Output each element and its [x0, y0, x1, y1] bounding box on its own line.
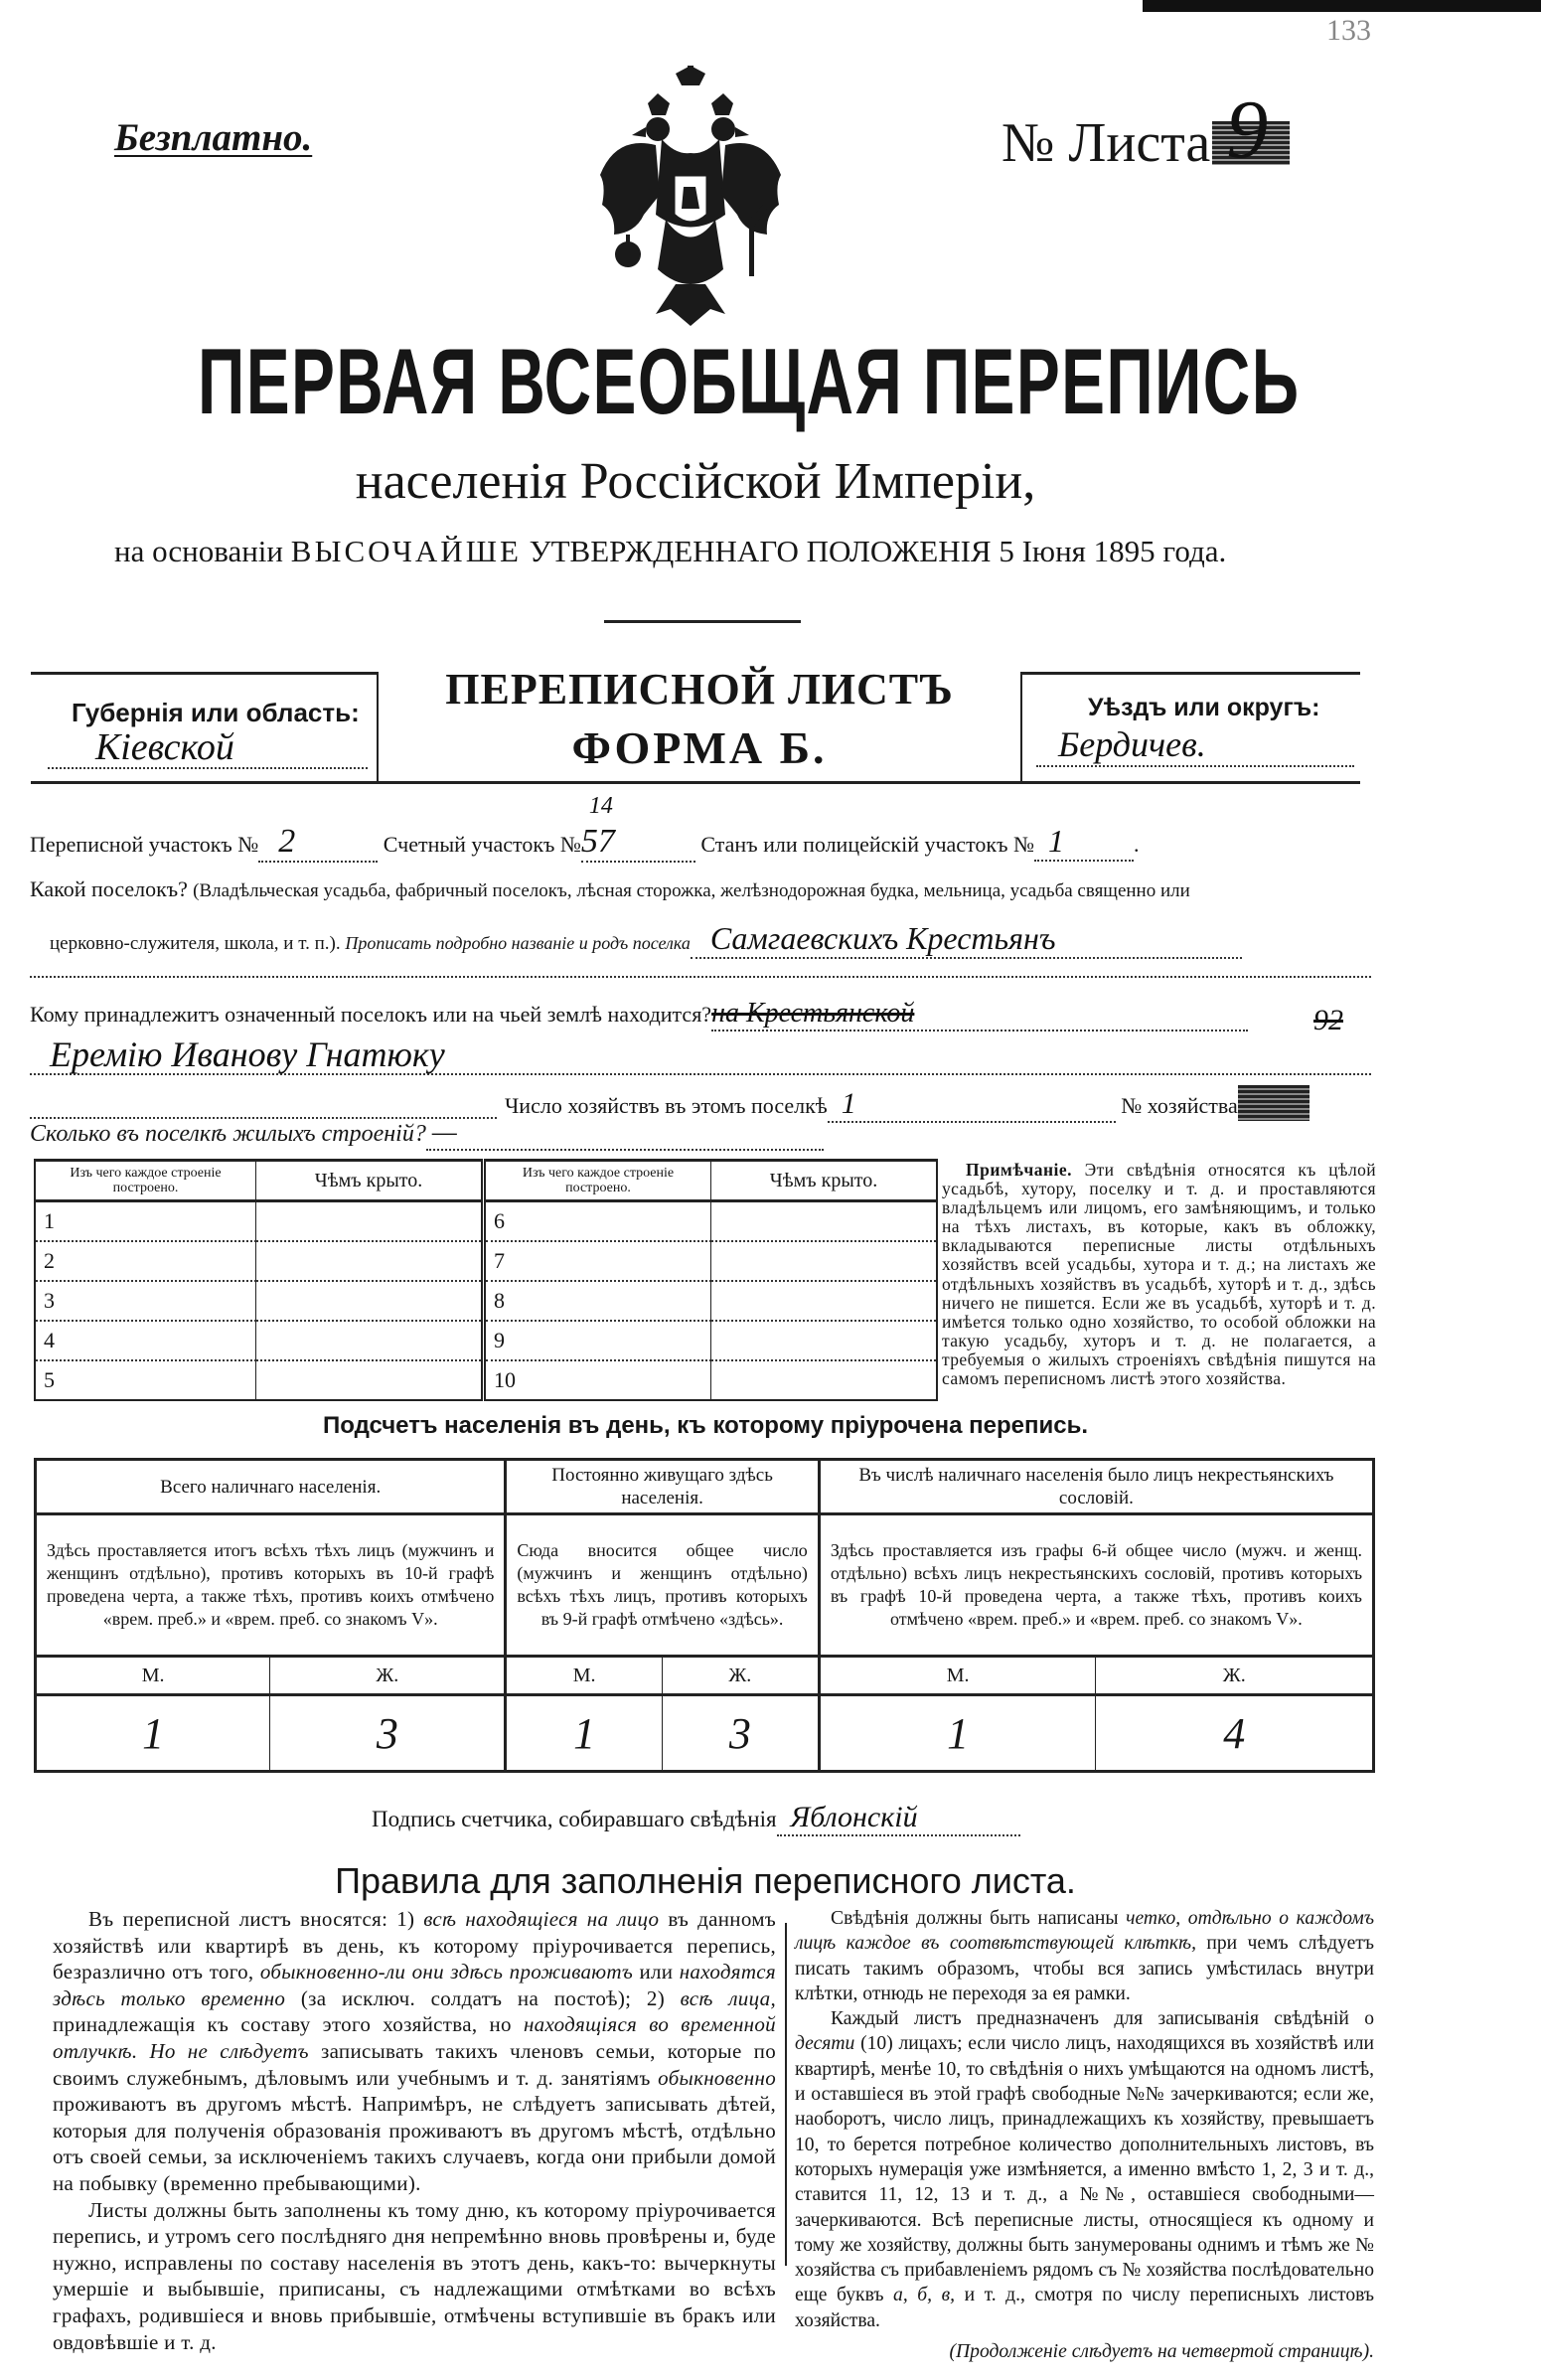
row-number[interactable]: 9 — [484, 1321, 711, 1360]
signature-label: Подпись счетчика, собиравшаго свѣдѣнія — [372, 1807, 777, 1831]
divider — [31, 672, 378, 675]
form-name: ФОРМА Б. — [571, 722, 828, 773]
col-header-material: Изъ чего каждое строеніе построено. — [484, 1161, 711, 1201]
non-peasant-male-field[interactable]: 1 — [819, 1695, 1096, 1772]
row-number[interactable]: 10 — [484, 1360, 711, 1400]
text-segment: при чемъ слѣдуетъ писать такимъ образомъ, чтобы вся запись умѣстилась внутри клѣтки, отнюдь не переходя за ея рамки. — [795, 1933, 1374, 2004]
text-segment: Каждый листъ предназначенъ для записыванія свѣдѣній о — [831, 2008, 1374, 2030]
permanent-male-field[interactable]: 1 — [506, 1695, 662, 1772]
col-header-material: Изъ чего каждое строеніе построено. — [35, 1161, 256, 1201]
district-field[interactable]: Бердичев. — [1036, 723, 1354, 767]
census-area-label: Переписной участокъ № — [30, 832, 259, 857]
male-label: М. — [36, 1657, 270, 1695]
legal-basis-prefix: на основаніи — [114, 534, 284, 568]
rules-paragraph — [795, 2006, 1374, 2333]
row-number[interactable]: 7 — [484, 1241, 711, 1281]
col-desc-permanent: Сюда вносится общее число (мужчинъ и женщинъ отдѣльно) всѣхъ тѣхъ лицъ, противъ которыхъ въ 9-й графѣ отмѣчено «здѣсь». — [506, 1514, 819, 1657]
census-area-field[interactable]: 2 — [258, 823, 378, 863]
col-desc-non-peasant: Здѣсь проставляется изъ графы 6-й общее число (мужч. и женщ. отдѣльно) всѣхъ лицъ некрестьянскихъ сословій, противъ которыхъ въ графѣ 10-й проведена черта, а также тѣхъ, противъ коихъ отмѣчено «врем. преб.» и «врем. преб. со знакомъ V». — [819, 1514, 1373, 1657]
sheet-number — [1002, 83, 1290, 176]
district-label: Уѣздъ или округъ: — [1088, 694, 1320, 721]
rules-paragraph — [53, 2197, 776, 2356]
male-label: М. — [506, 1657, 662, 1695]
roof-cell[interactable] — [256, 1281, 484, 1321]
text-segment: проживаютъ въ другомъ мѣстѣ. Напримѣръ, не слѣдуетъ записывать дѣтей, которыя для полученія образованія проживаютъ въ другомъ мѣстѣ, отдѣльно отъ своей семьи, за исключеніемъ такихъ случаевъ, когда они прибыли домой на побывку (временно пребывающими). — [53, 2092, 776, 2195]
text-segment: Въ переписной листъ вносятся: 1) — [88, 1907, 424, 1931]
row-number[interactable]: 3 — [35, 1281, 256, 1321]
emphasized-text: находятся здѣсь только временно — [53, 1960, 776, 2010]
sheet-number-value: 9 — [1226, 83, 1269, 176]
province-field[interactable]: Кіевской — [48, 725, 368, 769]
emphasized-text: обыкновенно — [658, 2065, 776, 2090]
owner-question: Кому принадлежитъ означенный поселокъ или на чьей землѣ находится? — [30, 1002, 712, 1027]
col-header-roof: Чѣмъ крыто. — [711, 1161, 938, 1201]
note-title: Примѣчаніе. — [966, 1160, 1073, 1180]
settlement-hint-2: церковно-служителя, школа, и т. п.). — [50, 933, 341, 954]
document-subtitle: населенія Россійской Имперіи, — [355, 453, 1036, 510]
roof-cell[interactable] — [711, 1360, 938, 1400]
legal-basis — [114, 534, 1226, 569]
emphasized-text: находящіяся во временной отлучкѣ. Но не слѣдуетъ — [53, 2012, 776, 2063]
col-title-non-peasant: Въ числѣ наличнаго населенія было лицъ некрестьянскихъ сословій. — [819, 1460, 1373, 1514]
emphasized-text: четко, отдѣльно о каждомъ лицѣ каждое въ соотвѣтствующей клѣткѣ, — [795, 1908, 1374, 1955]
non-peasant-female-field[interactable]: 4 — [1096, 1695, 1374, 1772]
roof-cell[interactable] — [711, 1321, 938, 1360]
row-number[interactable]: 8 — [484, 1281, 711, 1321]
roof-cell[interactable] — [256, 1241, 484, 1281]
roof-cell[interactable] — [256, 1321, 484, 1360]
imperial-eagle-icon — [596, 66, 785, 326]
text-segment: или — [633, 1960, 680, 1984]
row-number[interactable]: 5 — [35, 1360, 256, 1400]
stan-label: Станъ или полицейскій участокъ № — [700, 832, 1034, 857]
rules-left-column — [53, 1906, 776, 2355]
roof-cell[interactable] — [256, 1360, 484, 1400]
note — [942, 1161, 1376, 1388]
household-no-field-redacted — [1238, 1085, 1310, 1121]
col-title-present: Всего наличнаго населенія. — [36, 1460, 506, 1514]
legal-basis-emphasis: ВЫСОЧАЙШЕ — [290, 534, 522, 568]
female-label: Ж. — [662, 1657, 819, 1695]
rules-paragraph — [795, 1906, 1374, 2006]
scan-edge — [1143, 0, 1541, 12]
sheet-number-field — [1212, 83, 1290, 176]
free-label: Безплатно. — [114, 116, 313, 159]
table-row — [35, 1201, 937, 1242]
households-label: Число хозяйствъ въ этомъ поселкѣ — [505, 1093, 828, 1118]
table-row — [35, 1360, 937, 1400]
province-label: Губернія или область: — [72, 698, 360, 727]
text-segment: записывать такихъ членовъ семьи, которые по своимъ служебнымъ, дѣловымъ или учебнымъ и т. д. занятіямъ — [53, 2038, 777, 2090]
female-label: Ж. — [1096, 1657, 1374, 1695]
divider — [604, 620, 801, 623]
present-female-field[interactable]: 3 — [270, 1695, 506, 1772]
settlement-line — [30, 876, 1190, 902]
count-area-field[interactable] — [580, 793, 695, 863]
roof-cell[interactable] — [711, 1281, 938, 1321]
form-title: ПЕРЕПИСНОЙ ЛИСТЪ — [445, 665, 954, 714]
roof-cell[interactable] — [711, 1201, 938, 1242]
household-no-label: № хозяйства — [1121, 1093, 1238, 1118]
settlement-instruction: Прописать подробно названіе и родъ поселка — [345, 933, 691, 953]
settlement-question: Какой поселокъ? — [30, 876, 188, 901]
population-heading: Подсчетъ населенія въ день, къ которому пріурочена перепись. — [323, 1412, 1088, 1439]
owner-field[interactable]: Еремію Иванову Гнатюку — [30, 1033, 1371, 1075]
owner-line — [30, 998, 1248, 1031]
text-segment: принадлежащія къ составу этого хозяйства, но — [53, 2012, 524, 2037]
text-segment: и т. д., смотря по числу переписныхъ листовъ хозяйства. — [795, 2285, 1375, 2331]
count-area-note: 14 — [588, 793, 613, 819]
buildings-question: Сколько въ поселкѣ жилыхъ строеній? — [30, 1121, 426, 1147]
count-area-label: Счетный участокъ № — [383, 832, 581, 857]
divider — [1020, 672, 1360, 675]
female-label: Ж. — [270, 1657, 506, 1695]
text-segment: Свѣдѣнія должны быть написаны — [831, 1908, 1127, 1929]
emphasized-text: всѣ лица, — [680, 1985, 777, 2010]
signature-line — [372, 1801, 1020, 1836]
emphasized-text: обыкновенно-ли они здѣсь проживаютъ — [259, 1960, 634, 1984]
present-male-field[interactable]: 1 — [36, 1695, 270, 1772]
sheet-number-label: № Листа — [1002, 112, 1211, 174]
emphasized-text: десяти — [795, 2033, 855, 2055]
owner-field-struck[interactable] — [711, 998, 1248, 1031]
roof-cell[interactable] — [256, 1201, 484, 1242]
owner-value-struck: на Крестьянской — [711, 998, 915, 1029]
roof-cell[interactable] — [711, 1241, 938, 1281]
col-header-roof: Чѣмъ крыто. — [256, 1161, 484, 1201]
signature-field[interactable]: Яблонскій — [777, 1801, 1020, 1836]
note-text: Эти свѣдѣнія относятся къ цѣлой усадьбѣ, хутору, поселку и т. д. и проставляются владѣльцемъ или лицомъ, его замѣняющимъ, и только на тѣхъ листахъ, въ которые, какъ въ обложку, вкладываются переписные листы отдѣльныхъ хозяйствъ всей усадьбы, хутора и т. д.; на листахъ же отдѣльныхъ хозяйствъ въ усадьбѣ, хуторѣ и т. д., здѣсь ничего не пишется. Если же въ усадьбѣ, хуторѣ и т. д. имѣется только одно хозяйство, то особой обложки на такую усадьбу, хуторъ и т. д. не полагается, а требуемыя о жилыхъ строеніяхъ свѣдѣнія пишутся на самомъ переписномъ листѣ этого хозяйства. — [942, 1160, 1376, 1389]
continued-note: (Продолженіе слѣдуетъ на четвертой страницѣ). — [949, 2341, 1374, 2363]
stan-field[interactable]: 1 — [1034, 823, 1134, 862]
col-desc-present: Здѣсь проставляется итогъ всѣхъ тѣхъ лицъ (мужчинъ и женщинъ отдѣльно), противъ которыхъ въ 10-й графѣ проведена черта, а также тѣхъ, противъ коихъ отмѣчено «врем. преб.» и «врем. преб. со знакомъ V». — [36, 1514, 506, 1657]
document-title: ПЕРВАЯ ВСЕОБЩАЯ ПЕРЕПИСЬ — [198, 329, 1301, 433]
column-divider — [785, 1923, 787, 2266]
legal-basis-rest: УТВЕРЖДЕННАГО ПОЛОЖЕНІЯ 5 Іюня 1895 года. — [529, 534, 1227, 568]
text-segment: (за исключ. солдатъ на постоѣ); 2) — [285, 1985, 681, 2010]
divider — [31, 781, 1360, 784]
households-field[interactable]: 1 — [828, 1087, 1116, 1123]
text-segment: въ данномъ хозяйствѣ или квартирѣ въ день, къ которому пріурочивается перепись, безразлично отъ того, — [53, 1907, 776, 1984]
male-label: М. — [819, 1657, 1096, 1695]
table-row — [35, 1281, 937, 1321]
rules-right-column — [795, 1906, 1374, 2364]
col-title-permanent: Постоянно живущаго здѣсь населенія. — [506, 1460, 819, 1514]
row-number[interactable]: 6 — [484, 1201, 711, 1242]
permanent-female-field[interactable]: 3 — [662, 1695, 819, 1772]
count-area-value: 57 — [580, 823, 615, 860]
table-row — [35, 1321, 937, 1360]
struck-number: 92 — [1313, 1004, 1343, 1036]
text-segment: Листы должны быть заполнены къ тому дню, къ которому пріурочивается перепись, и утромъ сего послѣдняго дня непремѣнно вновь провѣрены и, буде нужно, исправлены по составу населенія въ этотъ день, какъ-то: вычеркнуты умершіе и выбывшіе, приписаны, съ надлежащими отмѣтками во всѣхъ графахъ, родившіеся и вновь прибывшіе, отмѣчены вступившіе въ бракъ или овдовѣвшіе и т. д. — [53, 2197, 776, 2354]
text-segment: (10) лицахъ; если число лицъ, находящихся въ хозяйствѣ или квартирѣ, менѣе 10, то свѣдѣнія о нихъ умѣщаются на одномъ листѣ, и оставшіеся въ этой графѣ свободные №№ зачеркиваются; если же, наоборотъ, число лицъ, принадлежащихъ къ хозяйству, превышаетъ 10, то берется потребное количество дополнительныхъ листовъ, въ которыхъ нумерація уже измѣняется, а именно вмѣсто 1, 2, 3 и т. д., ставится 11, 12, 13 и т. д., а №№, оставшіеся свободными—зачеркиваются. Всѣ переписные листы, относящіеся къ одному и тому же хозяйству, должны быть занумерованы однимъ и тѣмъ же № хозяйства съ прибавленіемъ рядомъ съ № хозяйства послѣдовательно еще буквъ — [795, 2033, 1374, 2306]
emphasized-text: а, б, в, — [893, 2285, 956, 2306]
buildings-field[interactable]: — — [426, 1117, 824, 1151]
buildings-line — [30, 1117, 824, 1151]
rules-paragraph — [53, 1906, 776, 2197]
settlement-field[interactable]: Самгаевскихъ Крестьянъ — [691, 920, 1242, 959]
rules-title: Правила для заполненія переписного листа. — [335, 1860, 1076, 1901]
population-table — [34, 1458, 1375, 1773]
emphasized-text: всѣ находящіеся на лицо — [423, 1907, 660, 1931]
settlement-hint: (Владѣльческая усадьба, фабричный поселокъ, лѣсная сторожка, желѣзнодорожная будка, мельница, усадьба священно или — [193, 880, 1190, 901]
row-number[interactable]: 2 — [35, 1241, 256, 1281]
settlement-line-2 — [50, 920, 1242, 959]
row-number[interactable]: 1 — [35, 1201, 256, 1242]
dotted-line — [30, 976, 1371, 978]
area-line: Переписной участокъ № 2 Счетный участокъ №57 14 Станъ или полицейскій участокъ № 1 . — [30, 823, 1139, 863]
table-row — [35, 1241, 937, 1281]
buildings-table — [34, 1159, 938, 1401]
page-number: 133 — [1326, 14, 1371, 47]
row-number[interactable]: 4 — [35, 1321, 256, 1360]
